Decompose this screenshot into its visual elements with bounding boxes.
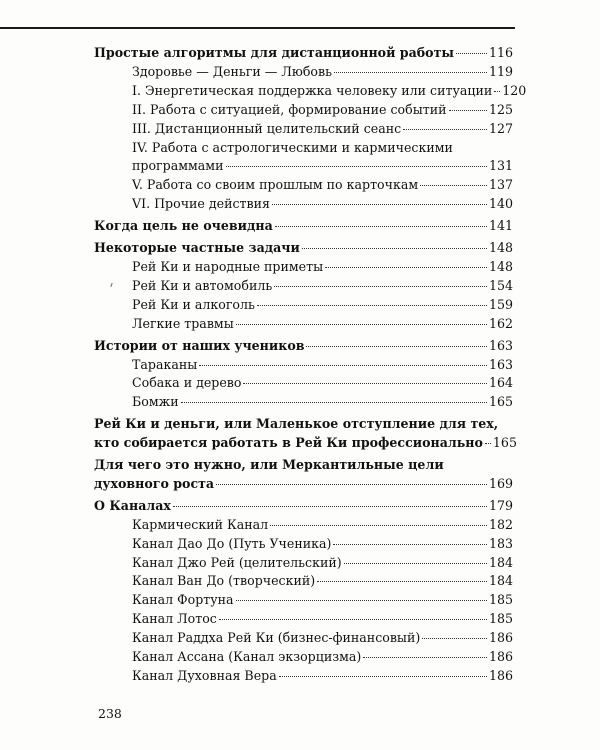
dot-leader [275, 226, 487, 227]
toc-entry-page: 119 [488, 63, 513, 79]
toc-subsection-entry [94, 296, 513, 315]
toc-entry-title: I. Энергетическая поддержка человеку или ситуации [132, 82, 493, 98]
toc-entry-page: 141 [488, 218, 513, 234]
dot-leader [270, 525, 487, 526]
dot-leader [403, 129, 487, 130]
toc-entry-page: 162 [488, 315, 513, 331]
toc-entry-page: 159 [488, 296, 513, 312]
toc-entry-title: Канал Лотос [132, 611, 217, 627]
toc-entry-page: 131 [488, 158, 513, 174]
toc-entry-title: О Каналах [94, 497, 171, 513]
toc-entry-title: Канал Ассана (Канал экзорцизма) [132, 649, 362, 665]
toc-subsection-entry [94, 393, 513, 412]
toc-entry-page: 140 [488, 196, 513, 212]
toc-entry-title: Собака и дерево [132, 375, 242, 391]
dot-leader [456, 53, 487, 54]
page-number: 238 [98, 706, 122, 721]
dot-leader [181, 402, 487, 403]
toc-entry-title: Когда цель не очевидна [94, 218, 273, 234]
toc-entry-title: II. Работа с ситуацией, формирование событий [132, 101, 447, 117]
toc-entry-page: 183 [488, 535, 513, 551]
toc-subsection-entry [94, 101, 513, 120]
dot-leader [363, 657, 487, 658]
dot-leader [199, 365, 487, 366]
toc-subsection-entry [94, 648, 513, 667]
dot-leader [236, 324, 487, 325]
toc-entry-page: 186 [488, 668, 513, 683]
toc-subsection-entry [94, 535, 513, 554]
toc-entry-page: 163 [488, 356, 513, 372]
toc-entry-title: кто собирается работать в Рей Ки профессионально [94, 435, 483, 451]
toc-subsection-entry [94, 176, 513, 195]
dot-leader [274, 286, 487, 287]
toc-subsection-entry [94, 629, 513, 648]
toc-entry-title: Тараканы [132, 356, 198, 372]
dot-leader [317, 581, 487, 582]
toc-subsection-entry [94, 591, 513, 610]
toc-entry-page: 165 [488, 394, 513, 410]
toc-section-entry [94, 497, 513, 516]
dot-leader [173, 506, 487, 507]
toc-entry-title: Истории от наших учеников [94, 337, 305, 353]
toc-subsection-entry [94, 554, 513, 573]
toc-entry-title: Рей Ки и автомобиль [132, 277, 273, 293]
toc-entry-page: 186 [488, 649, 513, 665]
toc-subsection-entry [94, 572, 513, 591]
dot-leader [236, 600, 487, 601]
dot-leader [279, 676, 487, 677]
toc-entry-page: 185 [488, 611, 513, 627]
toc-subsection-entry [94, 258, 513, 277]
dot-leader [494, 91, 500, 92]
dot-leader [420, 185, 487, 186]
dot-leader [306, 346, 486, 347]
dot-leader [325, 267, 487, 268]
toc-subsection-entry [94, 315, 513, 334]
header-rule [0, 27, 515, 29]
toc-entry-page: 182 [488, 516, 513, 532]
toc-entry-page: 164 [488, 375, 513, 391]
toc-subsection-entry [94, 356, 513, 375]
dot-leader [226, 166, 487, 167]
dot-leader [219, 619, 487, 620]
toc-entry-title: Канал Духовная Вера [132, 668, 277, 683]
toc-entry-page: 148 [488, 240, 513, 256]
dot-leader [333, 544, 487, 545]
toc-entry-page: 184 [488, 573, 513, 589]
toc-entry-title: Канал Джо Рей (целительский) [132, 554, 342, 570]
toc-section-entry [94, 239, 513, 258]
toc-entry-title: Бомжи [132, 394, 179, 410]
dot-leader [449, 110, 487, 111]
toc-entry-page: 179 [488, 497, 513, 513]
dot-leader [344, 563, 487, 564]
toc-entry-title: Рей Ки и алкоголь [132, 296, 255, 312]
dot-leader [485, 443, 491, 444]
toc-entry-title: Легкие травмы [132, 315, 234, 331]
toc-subsection-entry [94, 516, 513, 535]
dot-leader [257, 305, 487, 306]
toc-entry-page: 127 [488, 120, 513, 136]
toc-entry-title-line1: Рей Ки и деньги, или Маленькое отступление для тех, [94, 416, 499, 432]
toc-entry-title-line1: IV. Работа с астрологическими и кармическими [132, 139, 453, 155]
toc-subsection-entry [94, 195, 513, 214]
toc-entry-title: Простые алгоритмы для дистанционной работы [94, 45, 454, 60]
toc-entry-title: Кармический Канал [132, 516, 269, 532]
toc-entry-page: 184 [488, 554, 513, 570]
toc-entry-title: духовного роста [94, 475, 215, 491]
toc-entry-title: VI. Прочие действия [132, 196, 270, 212]
toc-entry-title: V. Работа со своим прошлым по карточкам [132, 177, 419, 193]
toc-entry-page: 125 [488, 101, 513, 117]
toc-entry-page: 163 [488, 337, 513, 353]
toc-subsection-entry [94, 610, 513, 629]
toc-section-entry [94, 44, 513, 63]
toc-entry-page: 148 [488, 258, 513, 274]
toc-subsection-entry [94, 63, 513, 82]
toc-entry-title: Здоровье — Деньги — Любовь [132, 63, 332, 79]
toc-entry-page: 186 [488, 630, 513, 646]
toc-entry-title: Канал Ван До (творческий) [132, 573, 316, 589]
toc-section-entry [94, 337, 513, 356]
toc-subsection-entry [94, 82, 527, 101]
toc-entry-title-line1: Для чего это нужно, или Меркантильные цели [94, 457, 444, 473]
toc-entry-title: программами [132, 158, 224, 174]
toc-entry-page: 137 [488, 177, 513, 193]
toc-entry-page: 154 [488, 277, 513, 293]
toc-entry-title: Канал Фортуна [132, 592, 234, 608]
toc-entry-page: 120 [502, 82, 527, 98]
toc-entry-title: Канал Раддха Рей Ки (бизнес-финансовый) [132, 630, 421, 646]
toc-entry-title: Канал Дао До (Путь Ученика) [132, 535, 332, 551]
dot-leader [216, 484, 487, 485]
dot-leader [334, 72, 487, 73]
toc-entry-page: 165 [492, 435, 517, 451]
toc-entry-title: III. Дистанционный целительский сеанс [132, 120, 402, 136]
table-of-contents [94, 44, 527, 686]
toc-subsection-entry [94, 277, 513, 296]
toc-subsection-entry [94, 120, 513, 139]
toc-subsection-entry [94, 139, 513, 177]
toc-entry-title: Некоторые частные задачи [94, 240, 300, 256]
dot-leader [243, 383, 486, 384]
toc-section-entry [94, 415, 517, 453]
dot-leader [272, 204, 487, 205]
toc-section-entry [94, 456, 513, 494]
toc-entry-page: 116 [488, 45, 513, 60]
toc-subsection-entry [94, 374, 513, 393]
toc-subsection-entry [94, 667, 513, 686]
dot-leader [422, 638, 487, 639]
toc-entry-title: Рей Ки и народные приметы [132, 258, 324, 274]
toc-section-entry [94, 217, 513, 236]
dot-leader [302, 248, 487, 249]
toc-entry-page: 185 [488, 592, 513, 608]
toc-entry-page: 169 [488, 475, 513, 491]
